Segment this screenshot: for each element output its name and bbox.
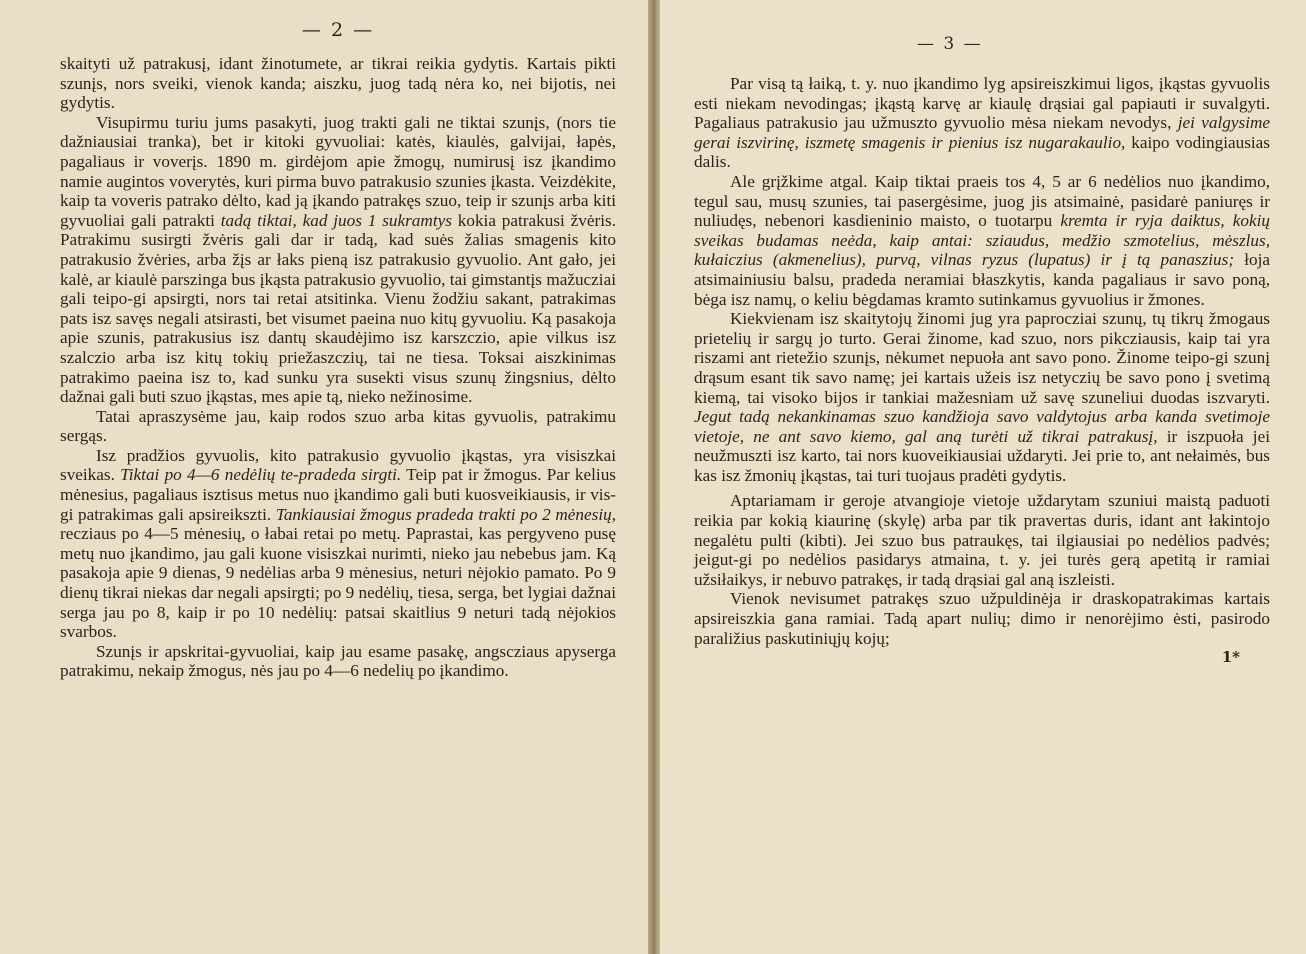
italic-text: jei valgysime gerai iszvirinę, iszmetę smagenis ir pienius isz nugarakaulio, — [694, 113, 1271, 152]
text-segment: kaipo vodingiausias dalis. — [694, 132, 1270, 172]
text-segment: recziaus po 4—5 mėnesių, o łabai retai po metų. Paprastai, kas pergyveno pusę metų nuo įkandimo, jau gali kuone visiszkai nurimti, nieko jau nebebus jam. Ką pasakoja apie 9 dienas, 9 nedėlias arba 9 mėnesius, neturi nėjokio pamato. Po 9 dienų tikrai niekas dar negali apsirgti; po 9 nedėlių, tiesa, serga, bet lygiai dažnai serga jau po 8, kaip ir po 10 nedėlių: patsai skaitlius 9 neturi tadą nėjokios svarbos. — [60, 524, 616, 642]
italic-text: Tankiausiai žmogus pradeda trakti po 2 mėnesių, — [275, 504, 616, 524]
paragraph — [694, 589, 1270, 648]
text-segment: łoja atsimainiusiu balsu, pradeda neramiai błaszkytis, kanda pagaliaus ir savo poną, bėga isz namų, o keliu bėgdamas kramto sutinkamus gyvuolius ir žmones. — [694, 250, 1270, 309]
page-number-right: — 3 — — [917, 34, 983, 54]
paragraph — [60, 113, 616, 407]
text-segment: skaityti už patrakusį, idant žinotumete, ar tikrai reikia gydytis. Kartais pikti szunįs, nors sveiki, vienok kanda; aiszku, juog tadą nėra ko, nei bijotis, nei gydytis. — [60, 54, 616, 113]
paragraph — [694, 491, 1270, 589]
italic-text: Tiktai po 4—6 nedėlių te-pradeda sirgti. — [120, 465, 402, 485]
paragraph — [694, 74, 1270, 172]
text-segment: Vienok nevisumet patrakęs szuo užpuldinėja ir draskopatrakimas kartais apsireiszkia gana ramiai. Tadą apart nulių; dimo ir nenorėjimo ėsti, pasirodo paraližius paskutiniųjų kojų; — [694, 589, 1270, 648]
italic-text: Jegut tadą nekankinamas szuo kandžioja savo valdytojus arba kanda svetimoje vietoje, ne ant savo kiemo, gal aną turėti už tikrai patrakusį, — [694, 407, 1270, 446]
italic-text: tadą tiktai, kad juos 1 sukramtys — [220, 210, 452, 230]
text-segment: Teip pat ir žmogus. Par kelius mėnesius, pagaliaus isztisus metus nuo įkandimo gali buti kuosveikiausis, ir vis-gi patrakimas gali apsireikszti. — [60, 465, 616, 524]
paragraph — [60, 446, 616, 642]
text-segment: Visupirmu turiu jums pasakyti, juog trakti gali ne tiktai szunįs, (nors tie dažniausiai tranka), bet ir kitoki gyvuoliai: katės, kiaulės, galvijai, łapės, pagaliaus ir voverįs. 1890 m. girdėjom apie žmogų, numirusį isz įkandimo namie augintos voverytės, kuri pirma buvo patrakusio szunies įkasta. Veizdėkite, kaip ta voveris patrako dėlto, kad ją įkando patrakęs szuo, teip ir szunįs arba kiti gyvuoliai gali patrakti — [60, 112, 616, 230]
signature-mark: 1* — [1221, 648, 1240, 667]
text-segment: Aptariamam ir geroje atvangioje vietoje uždarytam szuniui maistą paduoti reikia par kokią kiaurinę (skylę) arba par tik pravertas duris, idant ant łakintojo negalėtu pulti (kibti). Jei szuo bus patraukęs, tai ilgiausiai po nedėlios padvės; jeigut-gi po nedėlios pasidarys atmaina, t. y. jei turės gerą apetitą ir ramiai užsiłaikys, ir nebuvo patrakęs, ir tadą drąsiai gal aną iszleisti. — [694, 491, 1270, 589]
text-segment: Isz pradžios gyvuolis, kito patrakusio gyvuolio įkąstas, yra visiszkai sveikas. — [60, 445, 616, 485]
page-number-left: — 2 — — [301, 19, 375, 41]
paragraph — [60, 642, 616, 681]
text-segment: Tatai apraszysėme jau, kaip rodos szuo arba kitas gyvuolis, patrakimu sergąs. — [60, 406, 616, 446]
left-page — [0, 0, 650, 954]
italic-text: kremta ir ryja daiktus, kokių sveikas budamas neėda, kaip antai: sziaudus, medžio szmotelius, mėszlus, kułaiczius (akmenelius), purvą, vilnas ryzus (lupatus) ir į tą panaszius; — [694, 211, 1271, 270]
right-page — [660, 0, 1306, 954]
paragraph — [60, 407, 616, 446]
text-segment: Ale grįžkime atgal. Kaip tiktai praeis tos 4, 5 ar 6 nedėlios nuo įkandimo, tegul sau, musų szunies, tai pasergėsime, juog jis atsimainė, pasidarė paniuręs ir nuliudęs, nebenori kasdieninio maisto, o tuotarpu — [694, 171, 1270, 231]
text-segment: ir iszpuoła jei neužmuszti isz karto, tai nors kuoveikiausiai uždaryti. Jei prie to, ant nełaimės, bus kas isz žmonių įkąstas, tai turi tuojaus pradėti gydytis. — [694, 426, 1270, 485]
paragraph — [60, 54, 616, 113]
text-segment: Kiekvienam isz skaitytojų žinomi jug yra paprocziai szunų, tų tikrų žmogaus prietelių ir sargų jo turto. Gerai žinome, kad szuo, nors pikcziausis, kaip tai yra riszami ant rietežio szunįs, nėkumet nepuoła ant savo pono. Žinome teipo-gi szunį drąsum esant tik savo namę; jei kartais užeis isz netyczių be savo pono į svetimą kiemą, tai visoko bijos ir tankiai mažesniam už savę szuneliui duodas iszvaryti. — [694, 309, 1270, 407]
paragraph — [694, 309, 1270, 485]
paragraph — [694, 172, 1270, 309]
text-segment: Par visą tą łaiką, t. y. nuo įkandimo lyg apsireiszkimui ligos, įkąstas gyvuolis esti niekam nevodingas; įkąstą karvę ar kiaulę drąsiai gal papiauti ir suvalgyti. Pagaliaus patrakusio jau užmuszto gyvuolio mėsa niekam nevodys, — [694, 74, 1270, 133]
right-page-text — [694, 74, 1270, 648]
left-page-text — [60, 54, 616, 681]
text-segment: kokia patrakusi žvėris. Patrakimu susirgti žvėris gali dar ir tadą, kad suės žalias smagenis kito patrakusio žvėries, arba žįs ar łaks pieną isz patrakusio gyvuolio. Ant gało, jei kalė, ar kiaulė parszinga bus įkąsta patrakusio gyvuolio, tai gimstantįs mažucziai gali teipo-gi apsirgti, nors tai retai atsitinka. Vienu žodžiu sakant, patrakimas pats isz savęs negali atsirasti, bet visumet paeina nuo kitų gyvuoliu. Ką pasakoja apie szunis, patrakusius isz dantų skaudėjimo isz karszczio, apie vilkus isz szalczio arba isz kitų tokių priežaszczių, tai ne tiesa. Toksai aiszkinimas patrakimo paeina isz to, kad sunku yra susekti visus szunų žingsnius, dėlto dažnai gali buti szuo įkąstas, mes apie tą, nieko nežinosime. — [60, 210, 616, 407]
text-segment: Szunįs ir apskritai-gyvuoliai, kaip jau esame pasakę, angscziaus apyserga patrakimu, nekaip žmogus, nės jau po 4—6 nedelių po įkandimo. — [60, 641, 616, 681]
